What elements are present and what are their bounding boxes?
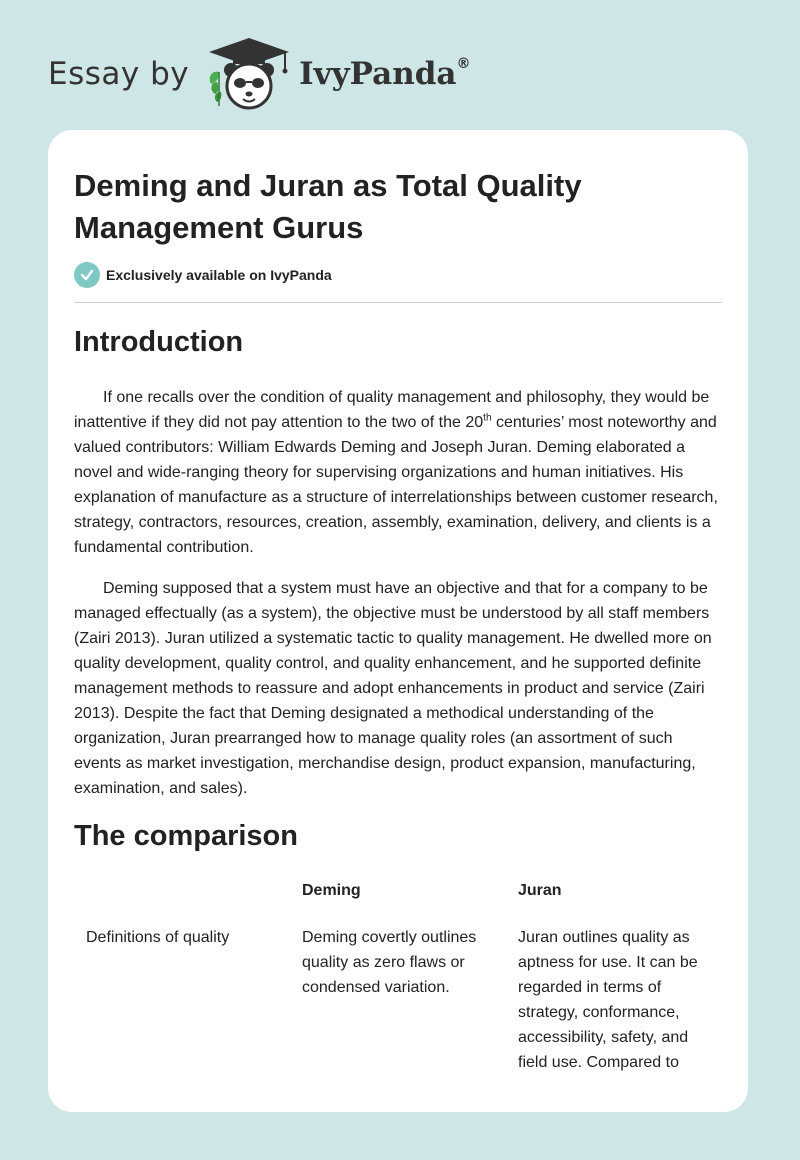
comparison-heading: The comparison (74, 820, 298, 852)
check-icon (74, 262, 100, 288)
registered-mark: ® (456, 56, 471, 72)
table-header-juran: Juran (518, 882, 562, 899)
table-header-deming: Deming (302, 882, 361, 899)
intro-paragraph-1 (74, 385, 722, 560)
article-title: Deming and Juran as Total Quality Management Gurus (74, 168, 582, 245)
table-header-empty (74, 874, 290, 911)
row-deming: Deming covertly outlines quality as zero flaws or condensed variation. (302, 929, 477, 996)
row-juran: Juran outlines quality as aptness for use. It can be regarded in terms of strategy, conformance, accessibility, safety, and field use. Compared to (518, 929, 698, 1071)
row-label: Definitions of quality (86, 929, 230, 946)
p1-text-end: centuries’ most noteworthy and valued contributors: William Edwards Deming and Joseph Juran. Deming elaborated a novel and wide-ranging theory for supervising organizations and human initiatives. His explanation of manufacture as a structure of interrelationships between customer research, strategy, contractors, resources, creation, assembly, examination, delivery, and clients is a fundamental contribution. (74, 414, 718, 556)
site-header (48, 34, 471, 114)
comparison-table (74, 874, 722, 1075)
table-row (74, 911, 722, 1075)
exclusive-label: Exclusively available on IvyPanda (106, 267, 332, 283)
p1-text-start: If one recalls over the condition of quality management and philosophy, they would be inattentive if they did not pay attention to the two of the 20 (74, 389, 710, 431)
article-card (48, 130, 748, 1112)
introduction-heading: Introduction (74, 326, 244, 358)
intro-paragraph-2: Deming supposed that a system must have an objective and that for a company to be managed effectually (as a system), the objective must be understood by all staff members (Zairi 2013). Juran utilized a systematic tactic to quality management. He dwelled more on quality development, quality control, and quality enhancement, and he supported definite management methods to reassure and adopt enhancements in product and service (Zairi 2013). Despite the fact that Deming designated a methodical understanding of the organization, Juran prearranged how to manage quality roles (an assortment of such events as market investigation, merchandise design, product expansion, manufacturing, examination, and sales). (74, 580, 712, 797)
table-header-row (74, 874, 722, 911)
brand-text: IvyPanda (299, 56, 457, 92)
brand-name[interactable] (299, 56, 470, 92)
p1-superscript: th (483, 412, 492, 424)
ivypanda-logo-icon[interactable] (205, 36, 293, 112)
exclusive-badge (74, 262, 332, 288)
essay-by-label: Essay by (48, 56, 190, 92)
title-divider (74, 302, 722, 303)
